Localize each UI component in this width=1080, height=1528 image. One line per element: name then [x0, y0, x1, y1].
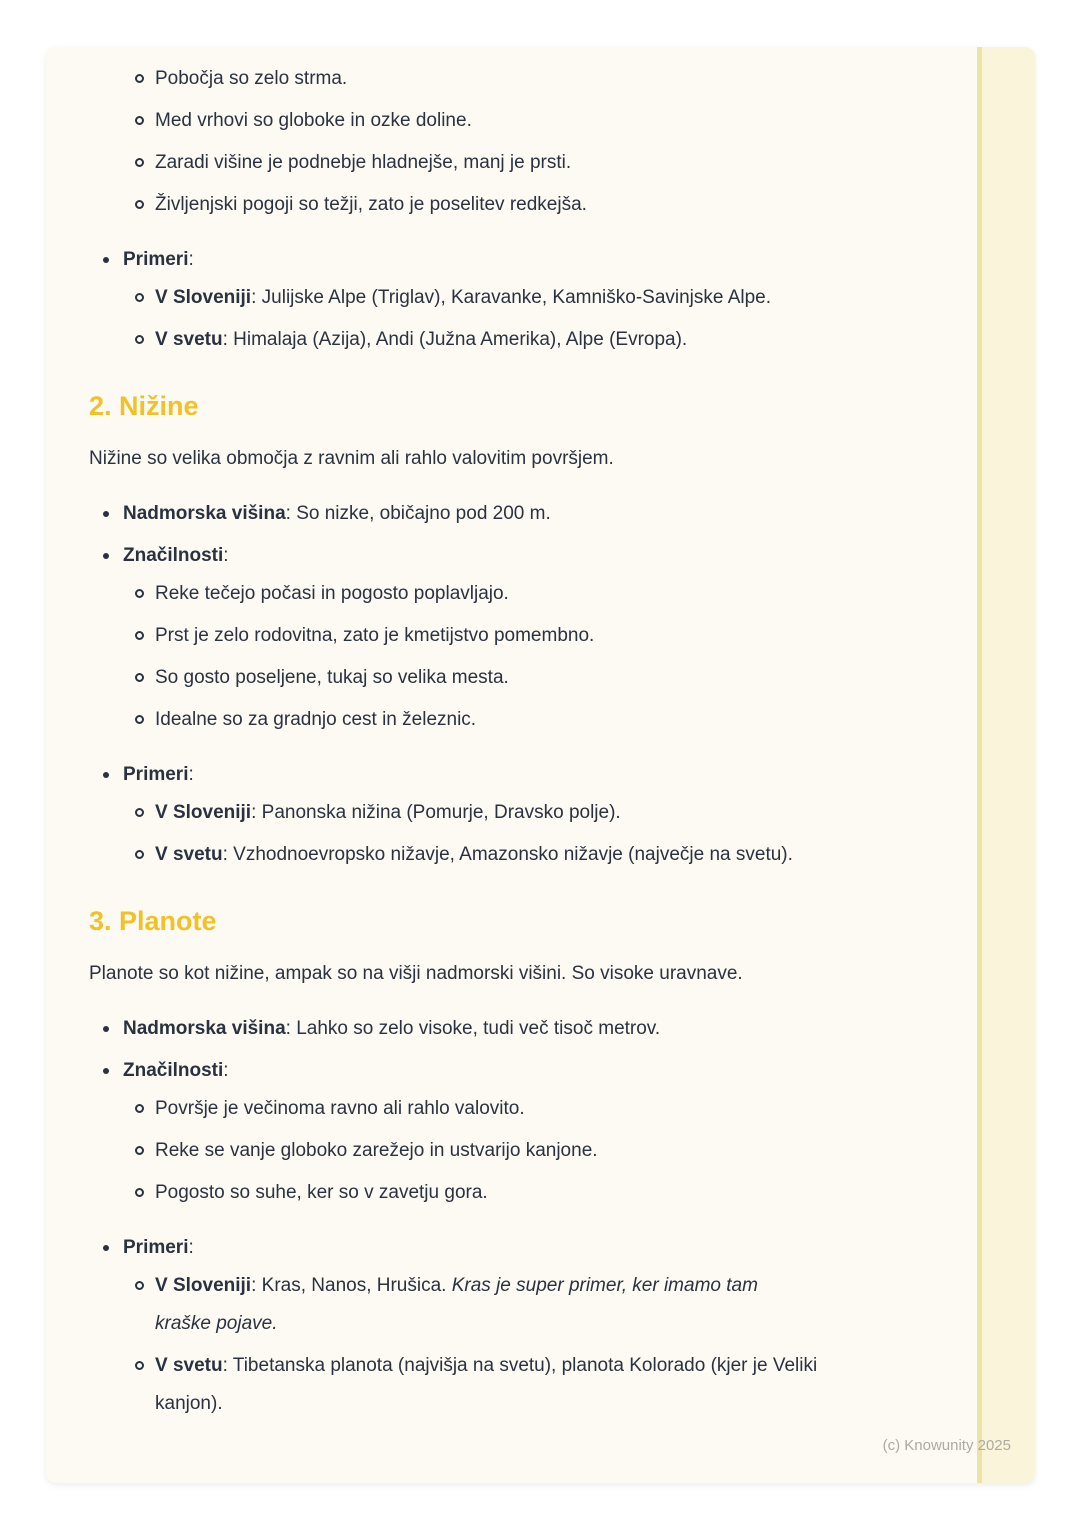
list-item-text: Zaradi višine je podnebje hladnejše, manj je prsti.: [155, 152, 572, 173]
list-item-text: Reke tečejo počasi in pogosto poplavljajo.: [155, 583, 509, 604]
list-item-text: [123, 495, 879, 533]
disc-bullet-icon: [89, 495, 123, 517]
list-item-text: [123, 537, 879, 575]
list-item-text: Površje je večinoma ravno ali rahlo valovito.: [155, 1098, 525, 1119]
term-rest: :: [223, 545, 229, 566]
circle-bullet-icon: [89, 1132, 155, 1155]
notes-content: [89, 47, 879, 1440]
term-rest: : Himalaja (Azija), Andi (Južna Amerika), Alpe (Evropa).: [222, 329, 688, 350]
disc-bullet-icon: [89, 1229, 123, 1251]
list-item: [89, 279, 879, 317]
circle-bullet-icon: [89, 321, 155, 344]
term-rest: :: [188, 249, 194, 270]
list-item-text: [155, 321, 879, 359]
list-item: [89, 659, 879, 697]
list-item-text: [123, 1010, 879, 1048]
circle-bullet-icon: [89, 794, 155, 817]
term-label: Primeri: [123, 249, 189, 270]
list-item: [89, 60, 879, 98]
term-label: Značilnosti: [123, 1060, 224, 1081]
list-item-text: [123, 241, 879, 279]
circle-bullet-icon: [89, 1267, 155, 1290]
disc-bullet-icon: [89, 537, 123, 559]
list-item: [89, 1174, 879, 1212]
term-label: Nadmorska višina: [123, 503, 286, 524]
disc-bullet-icon: [89, 756, 123, 778]
list-item-text: [155, 836, 795, 874]
list-item: [89, 186, 879, 224]
term-rest: :: [188, 1237, 194, 1258]
footer-credit: (c) Knowunity 2025: [882, 1437, 1011, 1454]
list-item-text: Reke se vanje globoko zarežejo in ustvarijo kanjone.: [155, 1140, 598, 1161]
section-heading: 3. Planote: [89, 906, 217, 936]
list-item: [89, 794, 879, 832]
section-heading: 2. Nižine: [89, 391, 199, 421]
circle-bullet-icon: [89, 144, 155, 167]
examples-sublist: [89, 279, 879, 363]
list-item-text: [155, 279, 879, 317]
term-label: Nadmorska višina: [123, 1018, 286, 1039]
list-item: [89, 1267, 879, 1343]
term-label: Primeri: [123, 764, 189, 785]
list-item-text: [155, 794, 879, 832]
circle-bullet-icon: [89, 836, 155, 859]
circle-bullet-icon: [89, 575, 155, 598]
disc-bullet-icon: [89, 1010, 123, 1032]
list-item-text: [155, 1347, 820, 1423]
list-item: [89, 836, 879, 874]
disc-bullet-icon: [89, 1052, 123, 1074]
intro-paragraph: Planote so kot nižine, ampak so na višji nadmorski višini. So visoke uravnave.: [89, 963, 743, 984]
list-item: [89, 575, 879, 613]
list-item: [89, 1347, 879, 1423]
list-item-text: Med vrhovi so globoke in ozke doline.: [155, 110, 472, 131]
term-label: V svetu: [155, 329, 223, 350]
list-item-text: Pogosto so suhe, ker so v zavetju gora.: [155, 1182, 488, 1203]
accent-stripe: [977, 47, 1035, 1483]
list-item-text: Prst je zelo rodovitna, zato je kmetijstvo pomembno.: [155, 625, 595, 646]
list-item-primeri: [89, 756, 879, 794]
list-item-nadmorska: [89, 495, 879, 533]
list-item-text: [123, 1052, 879, 1090]
list-item-text: Pobočja so zelo strma.: [155, 68, 348, 89]
list-item-text: Življenjski pogoji so težji, zato je poselitev redkejša.: [155, 194, 587, 215]
list-item-text: [123, 756, 879, 794]
list-item: [89, 701, 879, 739]
list-item: [89, 1090, 879, 1128]
list-item: [89, 1132, 879, 1170]
circle-bullet-icon: [89, 102, 155, 125]
term-label: V svetu: [155, 844, 223, 865]
list-item-text: Idealne so za gradnjo cest in železnic.: [155, 709, 477, 730]
list-item: [89, 617, 879, 655]
circle-bullet-icon: [89, 60, 155, 83]
examples-sublist: [89, 1267, 879, 1427]
characteristics-sublist: [89, 575, 879, 743]
list-item: [89, 321, 879, 359]
list-item-text: [123, 1229, 879, 1267]
characteristics-sublist: [89, 1090, 879, 1216]
term-label: V Sloveniji: [155, 287, 252, 308]
list-item-primeri: [89, 241, 879, 279]
term-rest: : Vzhodnoevropsko nižavje, Amazonsko nižavje (največje na svetu).: [222, 844, 793, 865]
intro-paragraph: Nižine so velika območja z ravnim ali rahlo valovitim površjem.: [89, 448, 614, 469]
term-rest: : Panonska nižina (Pomurje, Dravsko polje).: [251, 802, 621, 823]
list-item-text: [155, 1267, 815, 1343]
term-rest: : So nizke, običajno pod 200 m.: [285, 503, 551, 524]
circle-bullet-icon: [89, 701, 155, 724]
term-rest: :: [223, 1060, 229, 1081]
term-italic-note: Kras je super primer, ker imamo tam kraške pojave.: [155, 1275, 758, 1334]
term-label: Značilnosti: [123, 545, 224, 566]
disc-bullet-icon: [89, 241, 123, 263]
term-rest: : Julijske Alpe (Triglav), Karavanke, Kamniško-Savinjske Alpe.: [251, 287, 771, 308]
term-label: V Sloveniji: [155, 802, 252, 823]
list-item-primeri: [89, 1229, 879, 1267]
term-label: V Sloveniji: [155, 1275, 252, 1296]
term-rest: : Tibetanska planota (najvišja na svetu), planota Kolorado (kjer je Veliki kanjon).: [155, 1355, 818, 1414]
characteristics-sublist: [89, 60, 879, 228]
term-label: Primeri: [123, 1237, 189, 1258]
term-rest: : Kras, Nanos, Hrušica.: [251, 1275, 452, 1296]
term-rest: :: [188, 764, 194, 785]
term-label: V svetu: [155, 1355, 223, 1376]
list-item-znacilnosti: [89, 537, 879, 575]
circle-bullet-icon: [89, 1090, 155, 1113]
list-item: [89, 144, 879, 182]
list-item-text: So gosto poseljene, tukaj so velika mesta.: [155, 667, 509, 688]
circle-bullet-icon: [89, 279, 155, 302]
circle-bullet-icon: [89, 1347, 155, 1370]
term-rest: : Lahko so zelo visoke, tudi več tisoč metrov.: [285, 1018, 661, 1039]
list-item-znacilnosti: [89, 1052, 879, 1090]
list-item: [89, 102, 879, 140]
notes-page-card: [46, 47, 1035, 1483]
circle-bullet-icon: [89, 617, 155, 640]
examples-sublist: [89, 794, 879, 878]
circle-bullet-icon: [89, 659, 155, 682]
circle-bullet-icon: [89, 186, 155, 209]
list-item-nadmorska: [89, 1010, 879, 1048]
circle-bullet-icon: [89, 1174, 155, 1197]
